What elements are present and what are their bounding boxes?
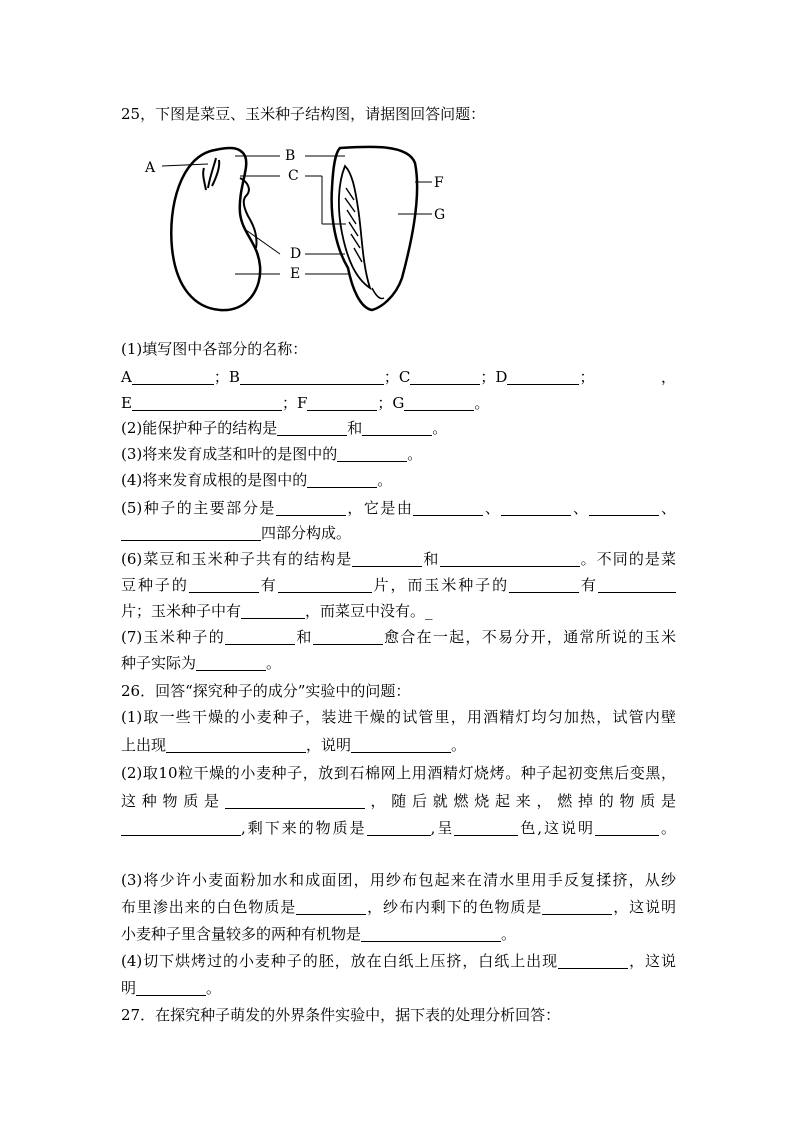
blank[interactable] — [196, 655, 266, 671]
q26-p4a: (4)切下烘烤过的小麦种子的胚，放在白纸上压挤，白纸上出现 ，这说 — [121, 952, 676, 970]
bean-plumule — [203, 158, 219, 190]
blank-c[interactable] — [410, 369, 480, 385]
blank[interactable] — [598, 577, 676, 593]
label-f: F — [434, 175, 444, 191]
q25-l1: A ；B ；C ；D ；， — [121, 368, 676, 386]
q25-l2: E ；F ；G 。 — [121, 394, 490, 412]
label-d: D — [290, 246, 302, 262]
blank[interactable] — [225, 629, 295, 645]
q25-p7b: 种子实际为 。 — [121, 654, 282, 672]
blank[interactable] — [136, 980, 206, 996]
blank[interactable] — [278, 577, 372, 593]
q26-p3b: 布里渗出来的白色物质是 ，纱布内剩下的色物质是 ，这说明 — [121, 898, 676, 916]
blank-a[interactable] — [132, 369, 214, 385]
label-a: A — [145, 160, 156, 176]
blank[interactable] — [277, 420, 347, 436]
blank[interactable] — [542, 899, 612, 915]
q25-p6: (6)菜豆和玉米种子共有的结构是 和 。不同的是菜 — [121, 550, 676, 568]
blank[interactable] — [121, 525, 261, 541]
q25-title: 25，下图是菜豆、玉米种子结构图，请据图回答问题： — [121, 105, 486, 123]
blank[interactable] — [276, 500, 346, 516]
label-g: G — [434, 207, 446, 223]
q26-p2c: ,剩下来的物质是 ,呈 色,这说明 。 — [121, 817, 676, 839]
label-e: E — [290, 266, 301, 282]
q25-p6c: 片；玉米种子中有 ，而菜豆中没有。_ — [121, 602, 433, 620]
blank[interactable] — [595, 820, 659, 836]
blank[interactable] — [296, 899, 366, 915]
q26-p4b: 明 。 — [121, 979, 222, 997]
blank[interactable] — [589, 500, 659, 516]
q25-p6b: 豆种子的 有 片，而玉米种子的 有 — [121, 574, 676, 596]
blank-e[interactable] — [132, 395, 282, 411]
blank[interactable] — [189, 577, 259, 593]
corn-embryo — [339, 166, 370, 288]
label-b: B — [285, 148, 296, 164]
q27-title: 27．在探究种子萌发的外界条件实验中，据下表的处理分析回答： — [121, 1006, 561, 1024]
corn-seed-outline — [332, 147, 417, 310]
blank-g[interactable] — [404, 395, 474, 411]
blank[interactable] — [337, 446, 407, 462]
q25-p2: (2)能保护种子的结构是 和 。 — [121, 419, 448, 437]
q26-p2a: (2)取10粒干燥的小麦种子，放到石棉网上用酒精灯烧烤。种子起初变焦后变黑， — [121, 764, 676, 782]
seed-structure-figure — [140, 138, 460, 318]
blank[interactable] — [454, 820, 518, 836]
blank-b[interactable] — [240, 369, 384, 385]
blank[interactable] — [558, 953, 628, 969]
q26-p3c: 小麦种子里含量较多的两种有机物是 。 — [121, 925, 517, 943]
q26-p2b: 这种物质是 ，随后就燃烧起来，燃掉的物质是 — [121, 792, 676, 810]
q25-p1: (1)填写图中各部分的名称： — [121, 340, 308, 358]
q26-p3a: (3)将少许小麦面粉加水和成面团，用纱布包起来在清水里用手反复揉挤，从纱 — [121, 871, 676, 889]
blank[interactable] — [413, 500, 483, 516]
blank[interactable] — [362, 420, 432, 436]
seed-diagram — [140, 138, 460, 318]
blank[interactable] — [440, 551, 580, 567]
label-c: C — [288, 168, 299, 184]
blank[interactable] — [225, 793, 365, 809]
blank[interactable] — [313, 629, 383, 645]
q25-p5b: 四部分构成。 — [121, 522, 676, 544]
bean-seed-outline — [171, 148, 260, 310]
blank[interactable] — [351, 737, 451, 753]
blank[interactable] — [166, 737, 306, 753]
corn-tip — [372, 288, 384, 299]
blank[interactable] — [361, 926, 501, 942]
q25-p4: (4)将来发育成根的是图中的 。 — [121, 471, 393, 489]
blank[interactable] — [241, 603, 305, 619]
blank[interactable] — [501, 500, 571, 516]
blank[interactable] — [121, 820, 241, 836]
blank[interactable] — [352, 551, 422, 567]
blank-d[interactable] — [507, 369, 579, 385]
q25-p5: (5)种子的主要部分是 ，它是由 、 、 、 — [121, 499, 676, 517]
q26-p1a: (1)取一些干燥的小麦种子，装进干燥的试管里，用酒精灯均匀加热，试管内壁 — [121, 708, 676, 726]
q26-title: 26．回答“探究种子的成分”实验中的问题： — [121, 682, 411, 700]
q25-p7: (7)玉米种子的 和 愈合在一起，不易分开，通常所说的玉米 — [121, 628, 676, 646]
blank[interactable] — [509, 577, 579, 593]
q25-p3: (3)将来发育成茎和叶的是图中的 。 — [121, 445, 423, 463]
blank-f[interactable] — [307, 395, 377, 411]
blank[interactable] — [367, 820, 431, 836]
q26-p1b: 上出现 ，说明 。 — [121, 736, 467, 754]
blank[interactable] — [307, 472, 377, 488]
